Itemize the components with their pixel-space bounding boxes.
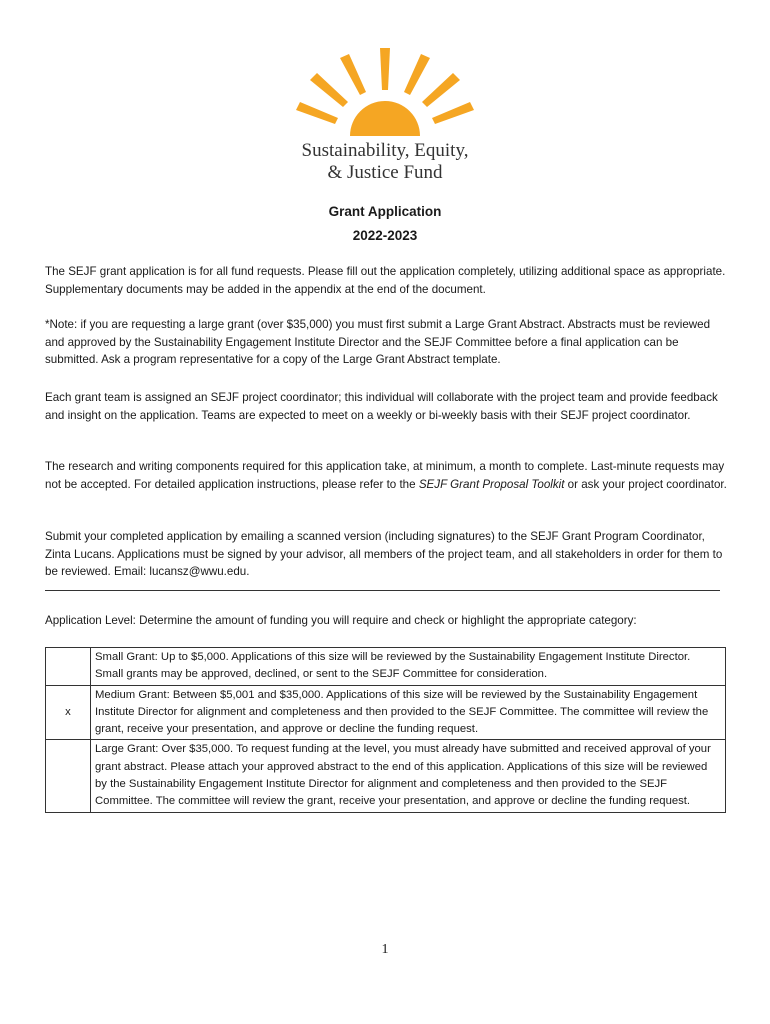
sun-icon — [290, 44, 480, 140]
logo-text-line1: Sustainability, Equity, — [301, 140, 469, 161]
logo-text-line2: & Justice Fund — [327, 162, 443, 183]
table-row — [46, 648, 726, 686]
application-level-prompt: Application Level: Determine the amount of funding you will require and check or highlight the appropriate category: — [45, 614, 637, 627]
large-grant-note-paragraph: *Note: if you are requesting a large grant (over $35,000) you must first submit a Large Grant Abstract. Abstracts must be reviewed and approved by the Sustainability Engagement Institute Director and the SEJF Committee before a final application can be submitted. Ask a program representative for a copy of the Large Grant Abstract template. — [45, 318, 711, 366]
table-row — [46, 740, 726, 812]
toolkit-title: SEJF Grant Proposal Toolkit — [418, 477, 565, 491]
sejf-logo — [290, 44, 480, 184]
page-number: 1 — [381, 942, 389, 957]
grant-level-table — [45, 647, 726, 813]
small-grant-description: Small Grant: Up to $5,000. Applications of this size will be reviewed by the Sustainability Engagement Institute Director. Small grants may be approved, declined, or sent to the SEJF Committee for consideration. — [91, 648, 726, 686]
large-grant-description: Large Grant: Over $35,000. To request funding at the level, you must already have submitted and received approval of your grant abstract. Please attach your approved abstract to the end of this application. Applications of this size will be reviewed by the Sustainability Engagement Institute Director for alignment and completeness and then provided to the SEJF Committee. The committee will review the grant, receive your presentation, and approve or decline the funding request. — [91, 740, 726, 812]
document-year: 2022-2023 — [352, 228, 418, 243]
submission-paragraph: Submit your completed application by emailing a scanned version (including signatures) to the SEJF Grant Program Coordinator, Zinta Lucans. Applications must be signed by your advisor, all members of the project team, and all stakeholders in order for them to be reviewed. Email: lucansz@wwu.edu. — [45, 530, 723, 578]
timeline-text-end: or ask your project coordinator. — [564, 477, 727, 491]
medium-grant-checkbox[interactable]: x — [46, 685, 91, 740]
separator-line — [45, 590, 720, 591]
table-row — [46, 685, 726, 740]
medium-grant-description: Medium Grant: Between $5,001 and $35,000. Applications of this size will be reviewed by the Sustainability Engagement Institute Director for alignment and completeness and then provided to the SEJF Committee. The committee will review the grant, receive your presentation, and approve or decline the funding request. — [91, 685, 726, 740]
timeline-text-start: The research and writing components required for this application take, at minimum, a month to complete. Last-minute requests may not be accepted. For detailed application instructions, please refer to the — [45, 460, 725, 491]
coordinator-paragraph: Each grant team is assigned an SEJF project coordinator; this individual will collaborate with the project team and provide feedback and insight on the application. Teams are expected to meet on a weekly or bi-weekly basis with their SEJF project coordinator. — [45, 391, 718, 422]
small-grant-checkbox[interactable] — [46, 648, 91, 686]
timeline-paragraph — [45, 458, 730, 493]
large-grant-checkbox[interactable] — [46, 740, 91, 812]
intro-paragraph: The SEJF grant application is for all fund requests. Please fill out the application completely, utilizing additional space as appropriate. Supplementary documents may be added in the appendix at the end of the document. — [45, 265, 726, 296]
document-title: Grant Application — [328, 204, 442, 219]
